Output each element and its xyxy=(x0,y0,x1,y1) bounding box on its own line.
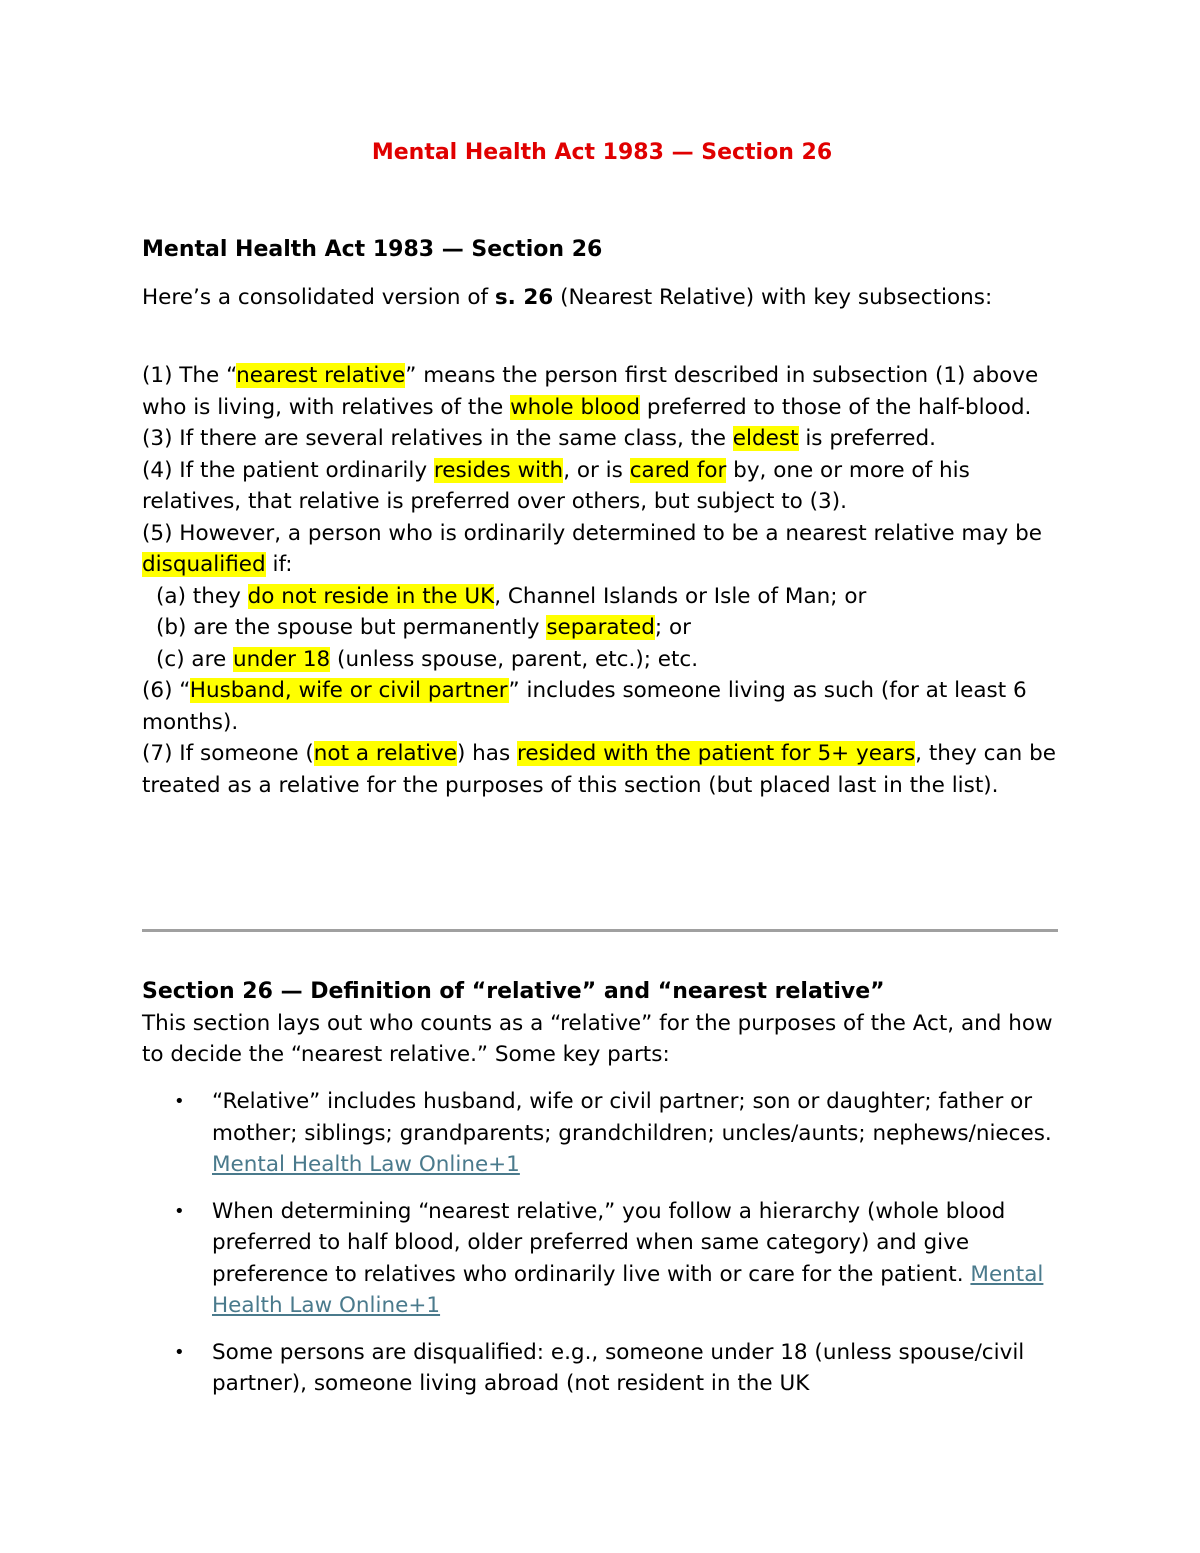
subsection-4 xyxy=(142,458,970,515)
list-item xyxy=(142,1086,1062,1181)
text-run: (7) If someone ( xyxy=(142,741,314,766)
text-run: ; or xyxy=(654,615,691,640)
highlight: cared for xyxy=(629,457,727,483)
definition-bullet-list xyxy=(142,1086,1062,1415)
text-run: (c) are xyxy=(156,646,234,672)
text-run: (6) “ xyxy=(142,678,190,703)
subsection-5a xyxy=(142,581,1062,613)
highlight: not a relative xyxy=(313,741,457,766)
text-run: (3) If there are several relatives in the same class, the xyxy=(142,426,733,451)
bullet-text: When determining “nearest relative,” you follow a hierarchy (whole blood preferred to half blood, older preferred when same category) and give preference to relatives who ordinarily live with or care for the patient. xyxy=(212,1198,1006,1287)
list-item xyxy=(142,1196,1062,1322)
subsection-5b xyxy=(142,612,1062,644)
text-run: (4) If the patient ordinarily xyxy=(142,457,434,483)
section-heading: Mental Health Act 1983 — Section 26 xyxy=(142,237,603,262)
subsections-block xyxy=(142,360,1062,801)
highlight: under 18 xyxy=(233,646,331,672)
text-run: , or is xyxy=(563,457,630,483)
highlight: disqualified xyxy=(142,552,266,577)
highlight: whole blood xyxy=(510,394,641,420)
document-title: Mental Health Act 1983 — Section 26 xyxy=(371,140,833,165)
bullet-icon: • xyxy=(174,1091,185,1112)
subsection-5c xyxy=(142,644,1062,676)
intro-paragraph xyxy=(142,282,1062,314)
text-run: if: xyxy=(265,552,293,577)
text-run: is preferred. xyxy=(798,426,936,451)
text-run: , they can be treated as a relative for the purposes of this section (but placed last in the list). xyxy=(142,741,1056,798)
text-run: (5) However, a person who is ordinarily determined to be a nearest relative may be xyxy=(142,520,1042,546)
intro-suffix: (Nearest Relative) with key subsections: xyxy=(553,285,993,310)
intro-bold: s. 26 xyxy=(494,285,554,310)
text-run: ” includes someone living as such (for at least 6 months). xyxy=(142,678,1027,735)
text-run: (1) The “ xyxy=(142,363,237,388)
highlight: nearest relative xyxy=(236,363,406,388)
source-link[interactable]: Mental Health Law Online+1 xyxy=(212,1261,1044,1318)
highlight: resided with the patient for 5+ years xyxy=(517,741,916,766)
definition-heading: Section 26 — Definition of “relative” and “nearest relative” xyxy=(142,979,885,1004)
intro-prefix: Here’s a consolidated version of xyxy=(142,285,495,310)
highlight: separated xyxy=(546,615,655,640)
bullet-icon: • xyxy=(174,1341,185,1363)
subsection-3 xyxy=(142,426,936,451)
subsection-6 xyxy=(142,678,1027,735)
text-run: ” means the person first described in subsection (1) above who is living, with relatives of the xyxy=(142,363,1039,420)
text-run: (a) they xyxy=(156,583,248,609)
subsection-5 xyxy=(142,521,1042,578)
text-run: by, one or more of his relatives, that relative is preferred over others, but subject to (3). xyxy=(142,457,970,514)
text-run: , Channel Islands or Isle of Man; or xyxy=(494,583,867,609)
subsection-7 xyxy=(142,741,1056,798)
text-run: ) has xyxy=(456,741,518,766)
bullet-text: Some persons are disqualified: e.g., someone under 18 (unless spouse/civil partner), someone living abroad (not resident in the UK xyxy=(212,1339,1025,1396)
section-divider xyxy=(142,929,1058,932)
highlight: resides with xyxy=(433,457,564,483)
text-run: preferred to those of the half-blood. xyxy=(640,394,1032,420)
highlight: eldest xyxy=(732,426,799,451)
subsection-1 xyxy=(142,363,1038,420)
highlight: Husband, wife or civil partner xyxy=(189,678,509,703)
list-item xyxy=(142,1337,1062,1400)
source-link[interactable]: Mental Health Law Online+1 xyxy=(212,1152,520,1177)
definition-block xyxy=(142,976,1062,1071)
bullet-text: “Relative” includes husband, wife or civil partner; son or daughter; father or mother; siblings; grandparents; grandchildren; uncles/aunts; nephews/nieces. xyxy=(212,1089,1052,1146)
text-run: (b) are the spouse but permanently xyxy=(156,615,547,640)
highlight: do not reside in the UK xyxy=(247,583,495,609)
definition-text: This section lays out who counts as a “relative” for the purposes of the Act, and how to decide the “nearest relative.” Some key parts: xyxy=(142,1010,1053,1067)
bullet-icon: • xyxy=(174,1200,185,1222)
text-run: (unless spouse, parent, etc.); etc. xyxy=(330,646,699,672)
